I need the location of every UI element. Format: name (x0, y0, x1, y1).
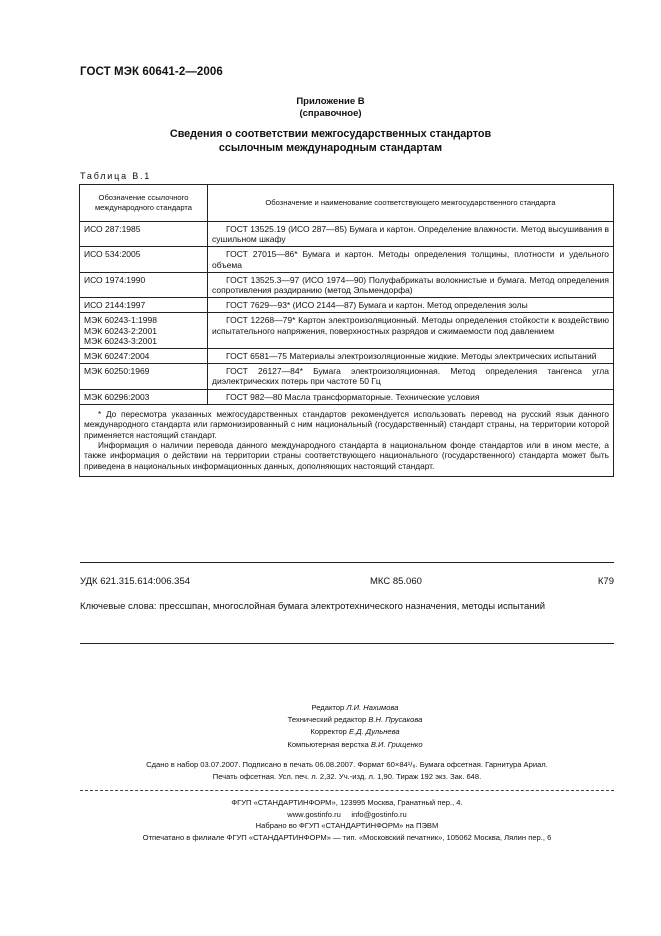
credit-name: Л.И. Нахимова (346, 703, 399, 712)
divider-middle (80, 643, 614, 644)
international-standard-cell: МЭК 60296:2003 (80, 389, 208, 404)
annex-subtitle: (справочное) (299, 108, 362, 119)
table-note-row (80, 404, 614, 476)
table-row (80, 222, 614, 247)
printer-info (80, 797, 614, 843)
interstate-standard-cell: ГОСТ 7629—93* (ИСО 2144—87) Бумага и картон. Метод определения золы (208, 298, 614, 313)
table-row (80, 389, 614, 404)
printer-info-line-1: ФГУП «СТАНДАРТИНФОРМ», 123995 Москва, Гранатный пер., 4. (231, 798, 463, 807)
international-standard-cell: ИСО 2144:1997 (80, 298, 208, 313)
annex-heading-line-2: ссылочным международным стандартам (218, 142, 443, 154)
printer-info-line-2: www.gostinfo.ru info@gostinfo.ru (287, 809, 407, 819)
credit-name: Е.Д. Дульнева (349, 727, 400, 737)
mks-code: МКС 85.060 (370, 576, 422, 587)
credit-line (180, 702, 530, 714)
interstate-standard-cell: ГОСТ 13525.3—97 (ИСО 1974—90) Полуфабрикаты волокнистые и бумага. Метод определения сопротивления раздиранию (метод Эльмендорфа) (208, 272, 614, 297)
printer-info-line-3: Набрано во ФГУП «СТАНДАРТИНФОРМ» на ПЭВМ (255, 821, 439, 831)
table-row (80, 313, 614, 349)
divider-dashed (80, 790, 614, 791)
credit-role: Компьютерная верстка (287, 739, 369, 749)
printer-info-line-4: Отпечатано в филиале ФГУП «СТАНДАРТИНФОРМ» — тип. «Московский печатник», 105062 Москва, Лялин пер., 6 (142, 832, 552, 842)
interstate-standard-cell: ГОСТ 982—80 Масла трансформаторные. Технические условия (208, 389, 614, 404)
credit-name: В.И. Грищенко (370, 739, 423, 749)
interstate-standard-cell: ГОСТ 13525.19 (ИСО 287—85) Бумага и картон. Определение влажности. Метод высушивания в сушильном шкафу (208, 222, 614, 247)
udk-code: УДК 621.315.614:006.354 (80, 576, 191, 587)
table-row (80, 349, 614, 364)
international-standard-cell: МЭК 60250:1969 (80, 364, 208, 389)
international-standard-cell: ИСО 1974:1990 (80, 272, 208, 297)
publication-info-line-2: Печать офсетная. Усл. печ. л. 2,32. Уч.-изд. л. 1,90. Тираж 192 экз. Зак. 648. (212, 772, 482, 782)
keywords: Ключевые слова: прессшпан, многослойная бумага электротехнического назначения, методы испытаний (80, 601, 546, 612)
interstate-standard-cell: ГОСТ 26127—84* Бумага электроизоляционная. Метод определения тангенса угла диэлектрических потерь при частоте 50 Гц (208, 364, 614, 389)
divider-top (80, 562, 614, 563)
table-row (80, 364, 614, 389)
international-standard-cell: МЭК 60247:2004 (80, 349, 208, 364)
table-caption: Таблица В.1 (80, 171, 152, 181)
credit-line (180, 714, 530, 726)
document-code-header: ГОСТ МЭК 60641-2—2006 (80, 66, 223, 78)
credit-name: В.Н. Прусакова (368, 715, 423, 725)
interstate-standard-cell: ГОСТ 12268—79* Картон электроизоляционный. Методы определения стойкости к воздействию испытательного напряжения, поверхностных разрядов и сжимаемости под давлением (208, 313, 614, 349)
credit-line (180, 726, 530, 738)
annex-heading-line-1: Сведения о соответствии межгосударственных стандартов (169, 128, 492, 140)
credit-role: Технический редактор (287, 715, 367, 725)
annex-label (0, 96, 661, 120)
k-code: К79 (597, 576, 614, 587)
correspondence-table (79, 184, 614, 477)
credit-line (180, 739, 530, 751)
table-footnote (80, 404, 614, 476)
table-row (80, 298, 614, 313)
header-interstate-standard: Обозначение и наименование соответствующего межгосударственного стандарта (208, 185, 614, 222)
classification-row (80, 576, 614, 588)
credit-role: Корректор (310, 727, 347, 737)
annex-title: Приложение В (296, 96, 365, 107)
credit-role: Редактор (311, 703, 345, 712)
credits-block (180, 702, 530, 751)
international-standard-cell: ИСО 287:1985 (80, 222, 208, 247)
international-standard-cell: ИСО 534:2005 (80, 247, 208, 272)
publication-info-line-1: Сдано в набор 03.07.2007. Подписано в печать 06.08.2007. Формат 60×84¹/₈. Бумага офсетная. Гарнитура Ариал. (146, 760, 548, 769)
annex-heading (0, 127, 661, 155)
international-standard-cell: МЭК 60243-1:1998 МЭК 60243-2:2001 МЭК 60243-3:2001 (80, 313, 208, 349)
table-header-row (80, 185, 614, 222)
interstate-standard-cell: ГОСТ 27015—86* Бумага и картон. Методы определения толщины, плотности и удельного объема (208, 247, 614, 272)
table-row (80, 272, 614, 297)
footnote-paragraph-1: * До пересмотра указанных межгосударственных стандартов рекомендуется использовать перевод на русский язык данного международного стандарта или гармонизированный с ним национальный (государственный) стандарт страны, на территории которой применяется настоящий стандарт. (84, 408, 609, 440)
header-international-standard: Обозначение ссылочного международного стандарта (80, 185, 208, 222)
publication-info (80, 759, 614, 783)
table-element (79, 184, 614, 477)
footnote-paragraph-2: Информация о наличии перевода данного международного стандарта в национальном фонде стандартов или в ином месте, а также информация о действии на территории страны соответствующего национального (государственного) стандарта может быть приведена в национальных информационных данных, дополняющих настоящий стандарт. (84, 440, 609, 471)
interstate-standard-cell: ГОСТ 6581—75 Материалы электроизоляционные жидкие. Методы электрических испытаний (208, 349, 614, 364)
table-row (80, 247, 614, 272)
